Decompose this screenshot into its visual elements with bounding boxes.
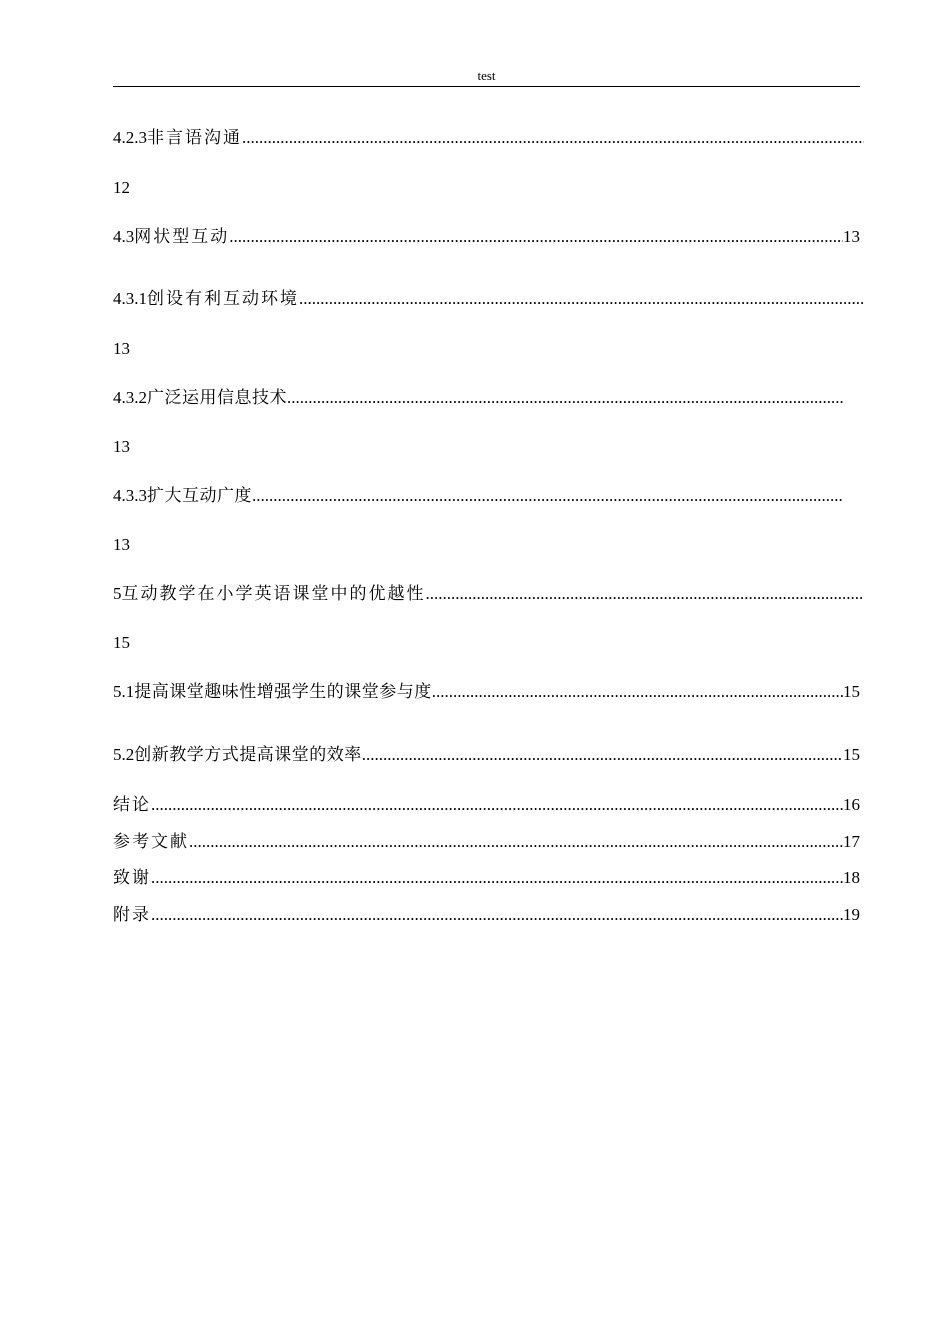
toc-entry-4-3-2[interactable] xyxy=(113,387,843,409)
toc-title: 创设有利互动环境 xyxy=(147,289,299,308)
toc-entry-4-3[interactable] xyxy=(113,226,860,248)
toc-leader xyxy=(229,226,843,248)
toc-number: 4.3.3 xyxy=(113,486,147,505)
toc-entry-4-3-1[interactable] xyxy=(113,288,864,310)
toc-leader xyxy=(287,387,843,409)
toc-page: 15 xyxy=(113,633,130,652)
toc-page: 12 xyxy=(113,178,130,197)
toc-page: 13 xyxy=(843,227,860,246)
toc-entry-5-2[interactable] xyxy=(113,744,860,766)
toc-entry-appendix[interactable] xyxy=(113,904,860,926)
toc-number: 5 xyxy=(113,584,122,603)
toc-title: 网状型互动 xyxy=(134,227,230,246)
toc-number: 4.2.3 xyxy=(113,128,147,147)
toc-entry-5-1[interactable] xyxy=(113,681,860,703)
toc-title: 非言语沟通 xyxy=(147,128,242,147)
toc-title: 附录 xyxy=(113,905,151,924)
toc-title: 广泛运用信息技术 xyxy=(147,388,287,407)
toc-title: 创新教学方式提高课堂的效率 xyxy=(134,745,362,764)
toc-page: 19 xyxy=(843,905,860,924)
toc-entry-references[interactable] xyxy=(113,831,860,853)
toc-number: 4.3 xyxy=(113,227,135,246)
toc-leader xyxy=(242,127,864,149)
toc-leader xyxy=(151,794,843,816)
toc-number: 5.1 xyxy=(113,682,135,701)
toc-page: 13 xyxy=(113,339,130,358)
toc-page: 13 xyxy=(113,535,130,554)
toc-number: 4.3.1 xyxy=(113,289,147,308)
toc-entry-5[interactable] xyxy=(113,583,864,605)
toc-title: 结论 xyxy=(113,795,151,814)
toc-number: 5.2 xyxy=(113,745,135,764)
toc-entry-4-2-3[interactable] xyxy=(113,127,864,149)
page-header: test xyxy=(477,68,496,83)
toc-leader xyxy=(432,681,843,703)
toc-page: 13 xyxy=(113,437,130,456)
toc-title: 提高课堂趣味性增强学生的课堂参与度 xyxy=(134,682,432,701)
toc-page: 15 xyxy=(843,682,860,701)
toc-entry-4-3-3[interactable] xyxy=(113,485,843,507)
toc-leader xyxy=(362,744,843,766)
toc-title: 致谢 xyxy=(113,868,151,887)
header-rule xyxy=(113,86,860,87)
toc-title: 扩大互动广度 xyxy=(147,486,252,505)
toc-leader xyxy=(189,831,843,853)
toc-page: 18 xyxy=(843,868,860,887)
toc-page: 15 xyxy=(843,745,860,764)
toc-title: 互动教学在小学英语课堂中的优越性 xyxy=(121,584,426,603)
toc-page: 17 xyxy=(843,832,860,851)
toc-entry-acknowledgements[interactable] xyxy=(113,867,860,889)
toc-entry-conclusion[interactable] xyxy=(113,794,860,816)
toc-leader xyxy=(299,288,864,310)
toc-number: 4.3.2 xyxy=(113,388,147,407)
toc-leader xyxy=(151,867,843,889)
toc-leader xyxy=(426,583,865,605)
toc-page: 16 xyxy=(843,795,860,814)
toc-leader xyxy=(151,904,843,926)
toc-title: 参考文献 xyxy=(113,832,189,851)
toc-leader xyxy=(252,485,843,507)
